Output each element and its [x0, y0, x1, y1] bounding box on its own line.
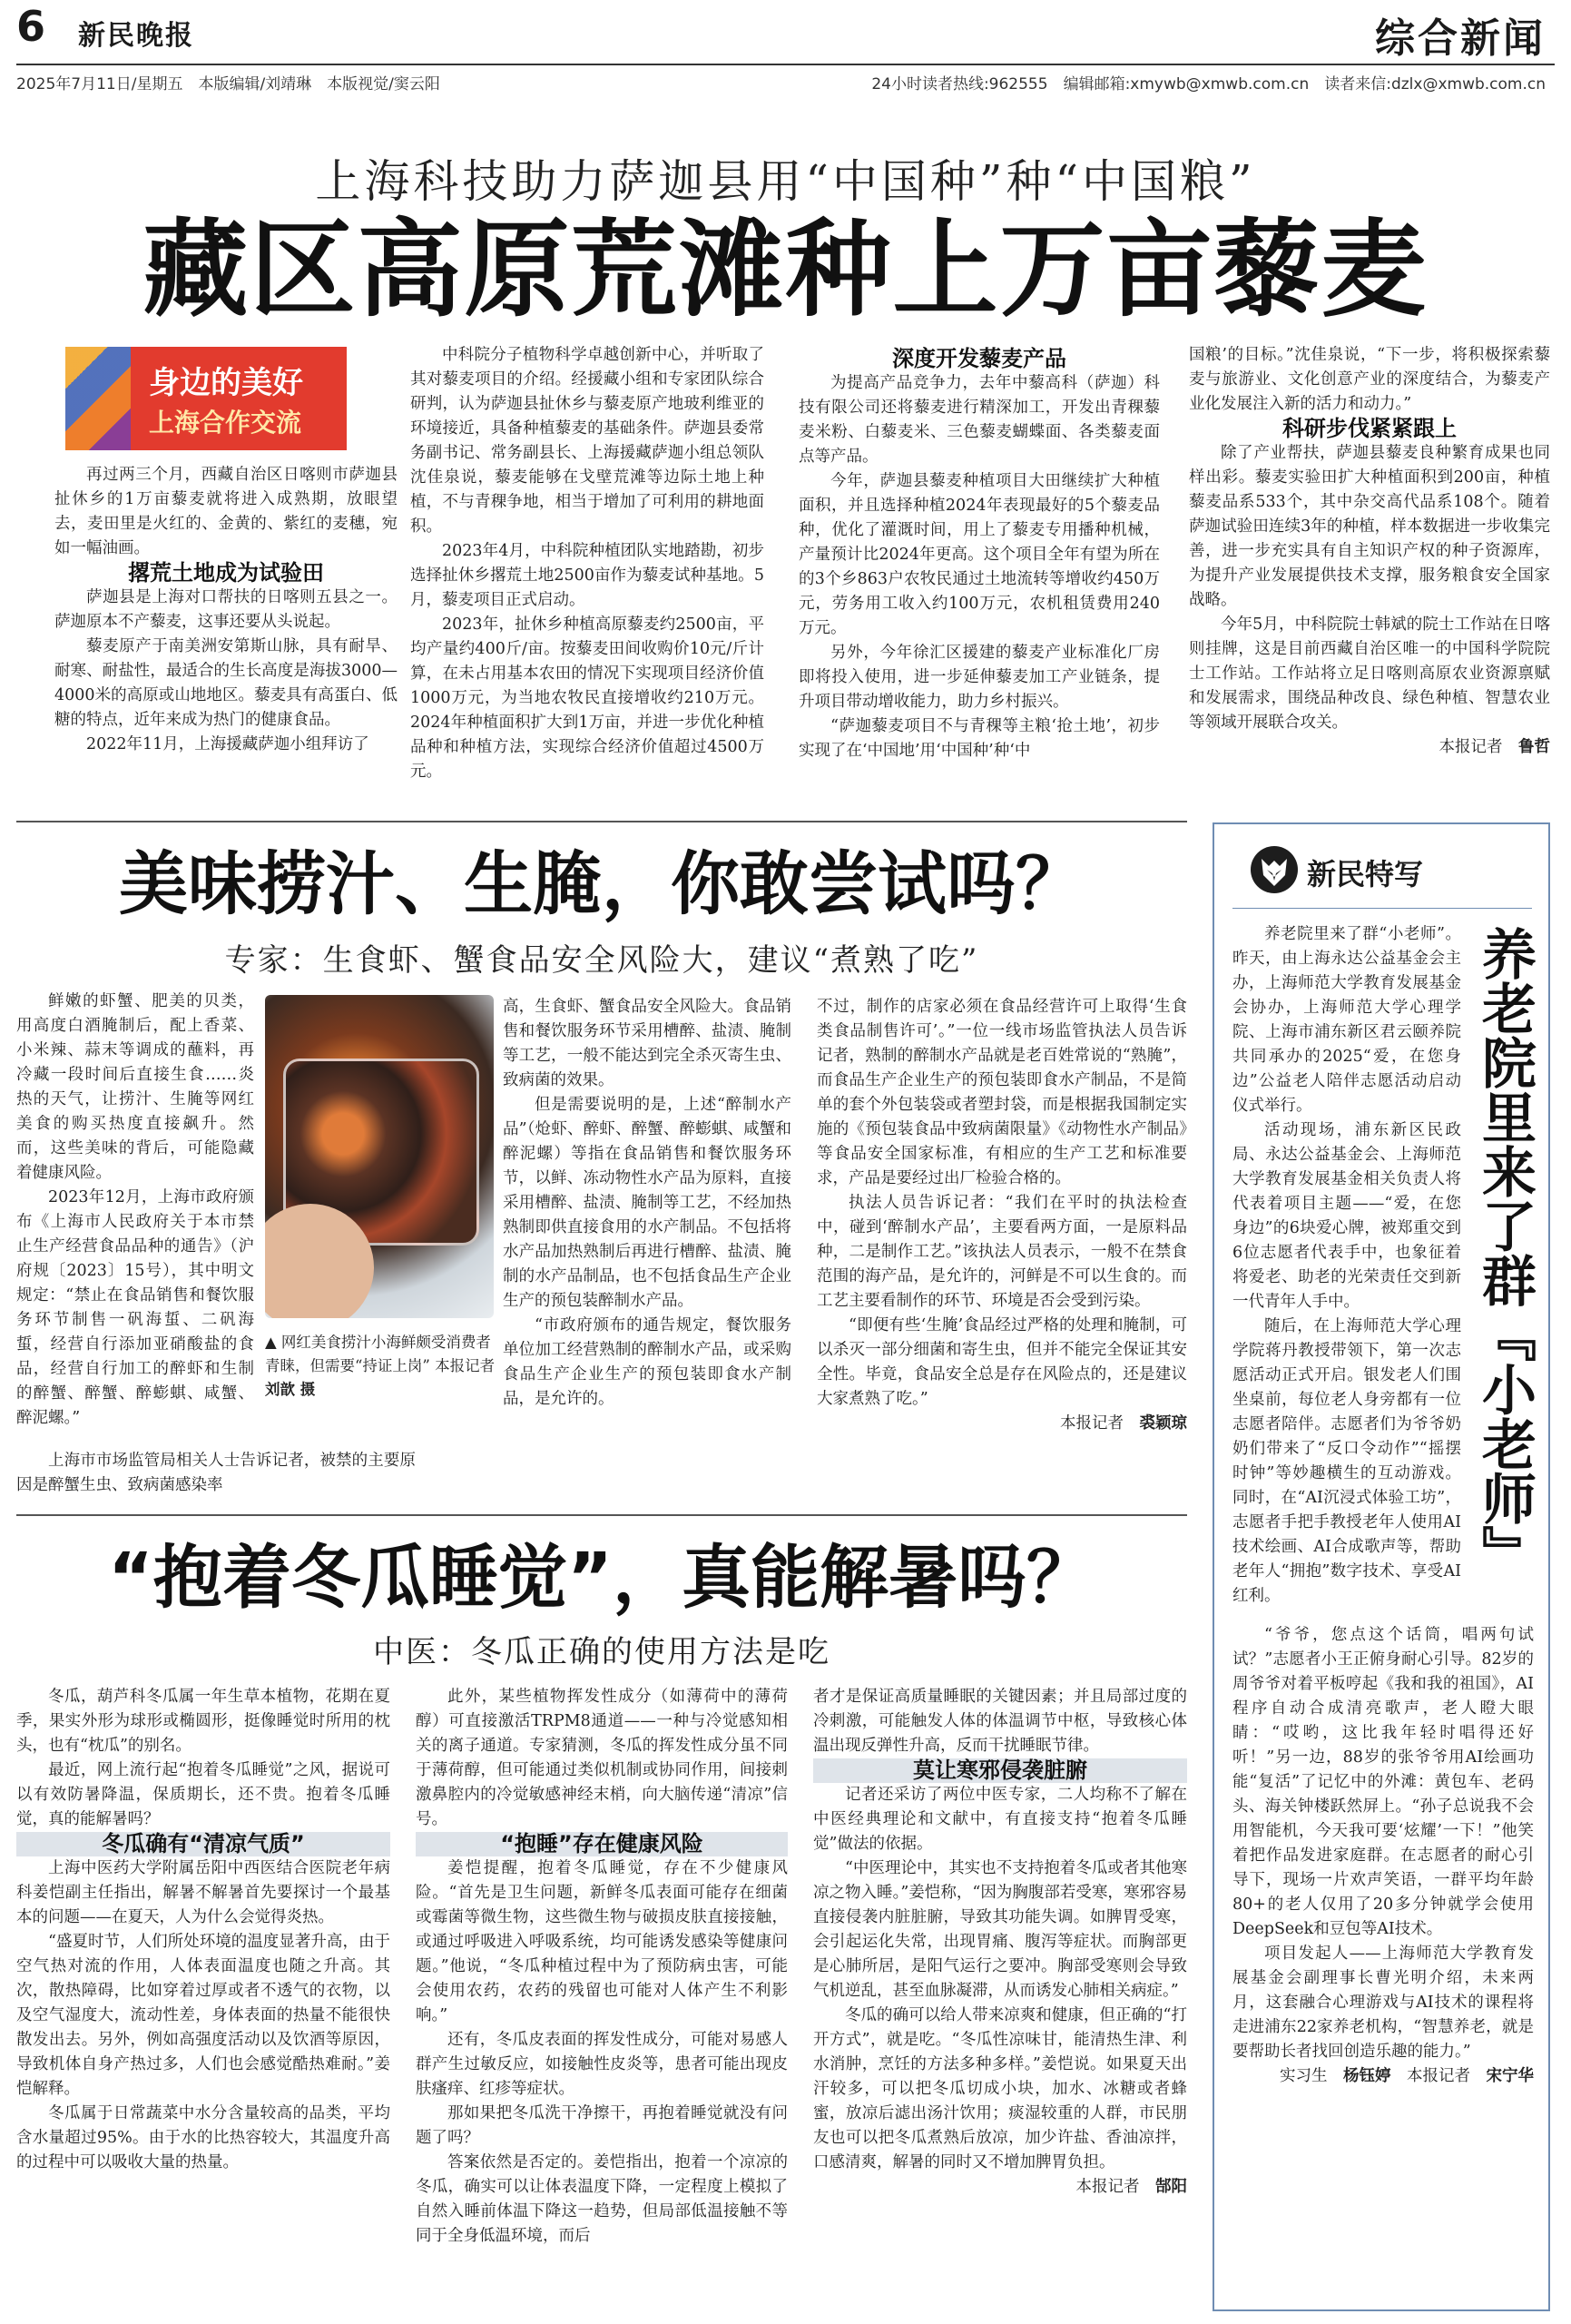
wolf-head-logo-icon — [1251, 846, 1298, 893]
story1-column-4 — [1189, 343, 1550, 808]
story2-byline — [817, 1412, 1187, 1436]
paragraph: “市政府颁布的通告规定，餐饮服务单位加工经营熟制的醉制水产品，或采购食品生产企业生产的预包装即食水产制品，是允许的。 — [503, 1316, 791, 1408]
paragraph: “盛夏时节，人们所处环境的温度显著升高，由于空气热对流的作用，人体表面温度也随之升高。其次，散热障碍，比如穿着过厚或者不透气的衣物，以及空气湿度大，流动性差，身体表面的热量不能很快散发出去。另外，例如高强度活动以及饮酒等原因，导致机体自身产热过多，人们也会感觉酷热难耐。”姜恺解释。 — [16, 1933, 390, 2098]
seafood-photo — [265, 995, 494, 1318]
story3-column-3 — [813, 1685, 1187, 2317]
section-subhead: 深度开发藜麦产品 — [892, 346, 1066, 371]
story2-headline: 美味捞汁、生腌，你敢尝试吗？ — [119, 843, 1085, 924]
paragraph: 记者还采访了两位中医专家，二人均称不了解在中医经典理论和文献中，有直接支持“抱着冬瓜睡觉”做法的依据。 — [813, 1786, 1187, 1853]
story1-kicker: 上海科技助力萨迦县用“中国种”种“中国粮” — [315, 155, 1256, 208]
caption-text: ▲ 网红美食捞汁小海鲜颇受消费者青睐，但需要“持证上岗” — [265, 1334, 491, 1374]
paragraph: 国粮’的目标。”沈佳泉说，“下一步，将积极探索藜麦与旅游业、文化创意产业的深度结合，为藜麦产业化发展注入新的活力和动力。” — [1189, 346, 1550, 413]
byline-name: 郜阳 — [1155, 2178, 1187, 2196]
story4-text-narrow — [1232, 922, 1461, 1612]
paragraph: 者才是保证高质量睡眠的关键因素；并且局部过度的冷刺激，可能触发人体的体温调节中枢，导致核心体温出现反弹性升高，反而干扰睡眠节律。 — [813, 1688, 1187, 1755]
paragraph: 上海中医药大学附属岳阳中西医结合医院老年病科姜恺副主任指出，解暑不解暑首先要探讨一个最基本的问题——在夏天，人为什么会觉得炎热。 — [16, 1859, 390, 1926]
paragraph: 活动现场，浦东新区民政局、永达公益基金会、上海师范大学教育发展基金相关负责人将代表着项目主题——“爱，在您身边”的6块爱心牌，被郑重交到6位志愿者代表手中，也象征着将爱老、助老的光荣责任交到新一代青年人手中。 — [1232, 1121, 1461, 1311]
paragraph: “爷爷，您点这个话筒，唱两句试试？”志愿者小王正俯身耐心引导。82岁的周爷爷对着平板哼起《我和我的祖国》，AI程序自动合成清亮歌声，老人瞪大眼睛：“哎哟，这比我年轻时唱得还好听！”另一边，88岁的张爷爷用AI绘画功能“复活”了记忆中的外滩：黄包车、老码头、海关钟楼跃然屏上。“孙子总说我不会用智能机，今天我可要‘炫耀’一下！”他笑着把作品发进家庭群。在志愿者的耐心引导下，现场一片欢声笑语，一群平均年龄80+的老人仅用了20多分钟就学会使用DeepSeek和豆包等AI技术。 — [1232, 1626, 1534, 1938]
tag-label: 新民特写 — [1307, 857, 1424, 891]
paragraph: 藜麦原产于南美洲安第斯山脉，具有耐旱、耐寒、耐盐性，最适合的生长高度是海拔3000—4000米的高原或山地地区。藜麦具有高蛋白、低糖的特点，近年来成为热门的健康食品。 — [54, 637, 398, 729]
paragraph: 2023年，扯休乡种植高原藜麦约2500亩，平均产量约400斤/亩。按藜麦田间收购价10元/斤计算，在未占用基本农田的情况下实现项目经济价值1000万元，为当地农牧民直接增收约210万元。2024年种植面积扩大到1万亩，并进一步优化种植品种和种植方法，实现综合经济价值超过4500万元。 — [410, 615, 764, 781]
paragraph: 最近，网上流行起“抱着冬瓜睡觉”之风，据说可以有效防暑降温，保质期长，还不贵。抱着冬瓜睡觉，真的能解暑吗？ — [16, 1761, 390, 1828]
byline-prefix: 本报记者 — [1438, 738, 1503, 756]
paragraph: 此外，某些植物挥发性成分（如薄荷中的薄荷醇）可直接激活TRPM8通道——一种与冷觉感知相关的离子通道。专家猜测，冬瓜的挥发性成分虽不同于薄荷醇，但可能通过类似机制或协同作用，间接刺激鼻腔内的冷觉敏感神经末梢，向大脑传递“清凉”信号。 — [416, 1688, 788, 1828]
paragraph: 萨迦县是上海对口帮扶的日喀则五县之一。萨迦原本不产藜麦，这事还要从头说起。 — [54, 588, 398, 631]
paragraph: 养老院里来了群“小老师”。昨天，由上海永达公益基金会主办，上海师范大学教育发展基金会协办，上海师范大学心理学院、上海市浦东新区君云颐养院共同承办的2025“爱，在您身边”公益老人陪伴志愿活动启动仪式举行。 — [1232, 925, 1461, 1115]
paragraph: 2023年12月，上海市政府颁布《上海市人民政府关于本市禁止生产经营食品品种的通告》（沪府规〔2023〕15号），其中明文规定：“禁止在食品销售和餐饮服务环节制售一矾海蜇、二矾海蜇，经营自行添加亚硝酸盐的食品，经营自行加工的醉虾和生制的醉蟹、醉蟹、醉蟛蜞、咸蟹、醉泥螺。” — [16, 1188, 254, 1427]
paragraph: 鲜嫩的虾蟹、肥美的贝类，用高度白酒腌制后，配上香菜、小米辣、蒜末等调成的蘸料，再冷藏一段时间后直接生食……炎热的天气，让捞汁、生腌等网红美食的购买热度直接飙升。然而，这些美味的背后，可能隐藏着健康风险。 — [16, 992, 254, 1182]
story1-badge — [65, 347, 347, 450]
paragraph: 随后，在上海师范大学心理学院蒋丹教授带领下，第一次志愿活动正式开启。银发老人们围坐桌前，每位老人身旁都有一位志愿者陪伴。志愿者们为爷爷奶奶们带来了“反口令动作”“摇摆时钟”等妙趣横生的互动游戏。同时，在“AI沉浸式体验工坊”，志愿者手把手教授老年人使用AI技术绘画、AI合成歌声等，帮助老年人“拥抱”数字技术、享受AI红利。 — [1232, 1317, 1461, 1605]
story2-column-1 — [16, 990, 254, 1484]
section-name: 综合新闻 — [1375, 15, 1546, 62]
story1-column-3 — [799, 343, 1160, 808]
paragraph: 2022年11月，上海援藏萨迦小组拜访了 — [86, 735, 369, 753]
story4-text-wide — [1232, 1623, 1534, 2300]
paragraph: 但是需要说明的是，上述“醉制水产品”（炝虾、醉虾、醉蟹、醉蟛蜞、咸蟹和醉泥螺）等指在食品销售和餐饮服务环节，以鲜、冻动物性水产品为原料，直接采用槽醉、盐渍、腌制等工艺，不经加热熟制即供直接食用的水产制品。不包括将水产品加热熟制后再进行槽醉、盐渍、腌制的水产品制品，也不包括食品生产企业生产的预包装醉制水产品。 — [503, 1096, 791, 1310]
story4-sidebar — [1213, 822, 1550, 2311]
paragraph: 不过，制作的店家必须在食品经营许可上取得‘生食类食品制售许可’。”一位一线市场监管执法人员告诉记者，熟制的醉制水产品就是老百姓常说的“熟腌”，而食品生产企业生产的预包装即食水产制品，不是简单的套个外包装袋或者塑封袋，而是根据我国制定实施的《预包装食品中致病菌限量》《动物性水产制品》等食品安全国家标准，有相应的生产工艺和标准要求，产品是要经过出厂检验合格的。 — [817, 998, 1187, 1187]
paragraph: 为提高产品竞争力，去年中藜高科（萨迦）科技有限公司还将藜麦进行精深加工，开发出青稞藜麦米粉、白藜麦米、三色藜麦蝴蝶面、各类藜麦面点等产品。 — [799, 374, 1160, 466]
paragraph: 中科院分子植物科学卓越创新中心，并听取了其对藜麦项目的介绍。经援藏小组和专家团队综合研判，认为萨迦县扯休乡与藜麦原产地玻利维亚的环境接近，具备种植藜麦的基础条件。萨迦县委常务副书记、常务副县长、上海援藏萨迦小组总领队沈佳泉说，藜麦能够在戈壁荒滩等边际土地上种植，不与青稞争地，相当于增加了可利用的耕地面积。 — [410, 346, 764, 536]
paragraph: 冬瓜，葫芦科冬瓜属一年生草本植物，花期在夏季，果实外形为球形或椭圆形，挺像睡觉时所用的枕头，也有“枕瓜”的别名。 — [16, 1688, 390, 1755]
section-subhead: 冬瓜确有“清凉气质” — [16, 1832, 390, 1856]
story4-headline: 养老院里来了群『小老师』 — [1473, 926, 1537, 1580]
story2-column-1-tail — [16, 1449, 416, 1503]
story2-bottom-rule — [16, 1514, 1187, 1516]
badge-decoration — [65, 347, 131, 450]
byline-name: 鲁哲 — [1518, 738, 1550, 756]
paragraph: 今年5月，中科院院士韩斌的院士工作站在日喀则挂牌，这是目前西藏自治区唯一的中国科学院院士工作站。工作站将立足日喀则高原农业资源禀赋和发展需求，围绕品种改良、绿色种植、智慧农业等领域开展联合攻关。 — [1189, 615, 1550, 732]
sidebar-tag — [1251, 842, 1459, 897]
section-subhead: 莫让寒邪侵袭脏腑 — [813, 1758, 1187, 1783]
photo-caption — [265, 1331, 497, 1402]
story3-headline: “抱着冬瓜睡觉”，真能解暑吗？ — [108, 1537, 1095, 1618]
story2-column-2 — [503, 995, 791, 1503]
header-rule — [16, 64, 1555, 65]
paragraph: 冬瓜属于日常蔬菜中水分含量较高的品类，平均含水量超过95%。由于水的比热容较大，其温度升高的过程中可以吸收大量的热量。 — [16, 2104, 390, 2171]
paragraph: “即便有些‘生腌’食品经过严格的处理和腌制，可以杀灭一部分细菌和寄生虫，但并不能完全保证其安全性。毕竟，食品安全总是存在风险点的，还是建议大家煮熟了吃。” — [817, 1316, 1187, 1408]
story1-byline — [1189, 735, 1550, 760]
byline-prefix: 本报记者 — [1075, 2178, 1140, 2196]
badge-title: 身边的美好 — [149, 365, 303, 401]
story1-column-2 — [410, 343, 764, 808]
paragraph: “中医理论中，其实也不支持抱着冬瓜或者其他寒凉之物入睡。”姜恺称，“因为胸腹部若受寒，寒邪容易直接侵袭内脏脏腑，导致其功能失调。如脾胃受寒，会引起运化失常，出现胃痛、腹泻等症状。而胸部更是心肺所居，是阳气运行之要冲。胸部受寒则会导致气机逆乱，甚至血脉凝滞，从而诱发心肺相关病症。” — [813, 1859, 1187, 2000]
paragraph: 那如果把冬瓜洗干净擦干，再抱着睡觉就没有问题了吗？ — [416, 2104, 788, 2147]
paragraph: 再过两三个月，西藏自治区日喀则市萨迦县扯休乡的1万亩藜麦就将进入成熟期，放眼望去，麦田里是火红的、金黄的、紫红的麦穗，宛如一幅油画。 — [54, 466, 398, 557]
paragraph: 高，生食虾、蟹食品安全风险大。食品销售和餐饮服务环节采用槽醉、盐渍、腌制等工艺，一般不能达到完全杀灭寄生虫、致病菌的效果。 — [503, 998, 791, 1089]
date-line: 2025年7月11日/星期五 本版编辑/刘靖琳 本版视觉/窦云阳 — [16, 75, 440, 94]
story1-column-1 — [54, 463, 398, 808]
story2-subhead: 专家：生食虾、蟹食品安全风险大，建议“煮熟了吃” — [224, 942, 979, 979]
paragraph: 2023年4月，中科院种植团队实地踏勘，初步选择扯休乡撂荒土地2500亩作为藜麦试种基地。5月，藜麦项目正式启动。 — [410, 542, 764, 609]
paragraph: 执法人员告诉记者：“我们在平时的执法检查中，碰到‘醉制水产品’，主要看两方面，一是原料品种，二是制作工艺。”该执法人员表示，一般不在禁食范围的海产品，是允许的，河鲜是不可以生食的。而工艺主要看制作的环节、环境是否会受到污染。 — [817, 1194, 1187, 1310]
sidebar-tag-rule — [1232, 908, 1532, 909]
contact-line: 24小时读者热线:962555 编辑邮箱:xmywb@xmwb.com.cn 读者来信:dzlx@xmwb.com.cn — [871, 75, 1546, 94]
paragraph: 还有，冬瓜皮表面的挥发性成分，可能对易感人群产生过敏反应，如接触性皮炎等，患者可能出现皮肤瘙痒、红疹等症状。 — [416, 2031, 788, 2098]
caption-credit-prefix: 本报记者 — [435, 1357, 496, 1374]
byline-name: 裘颖琼 — [1139, 1414, 1187, 1433]
paragraph: 姜恺提醒，抱着冬瓜睡觉，存在不少健康风险。“首先是卫生问题，新鲜冬瓜表面可能存在细菌或霉菌等微生物，这些微生物与破损皮肤直接接触，或通过呼吸进入呼吸系统，均可能诱发感染等健康问题。”他说，“冬瓜种植过程中为了预防病虫害，可能会使用农药，农药的残留也可能对人体产生不利影响。” — [416, 1859, 788, 2024]
byline-prefix: 本报记者 — [1060, 1414, 1124, 1433]
paragraph: 除了产业帮扶，萨迦县藜麦良种繁育成果也同样出彩。藜麦实验田扩大种植面积到200亩，种植藜麦品系533个，其中杂交高代品系108个。随着萨迦试验田连续3年的种植，样本数据进一步收集完善，进一步充实具有自主知识产权的种子资源库，为提升产业发展提供技术支撑，服务粮食安全国家战略。 — [1189, 444, 1550, 609]
byline-prefix: 本报记者 — [1407, 2067, 1470, 2085]
story1-headline: 藏区高原荒滩种上万亩藜麦 — [142, 209, 1429, 331]
section-subhead: 撂荒土地成为试验田 — [128, 560, 324, 586]
paragraph: 答案依然是否定的。姜恺指出，抱着一个凉凉的冬瓜，确实可以让体表温度下降，一定程度上模拟了自然入睡前体温下降这一趋势，但局部低温接触不等同于全身低温环境，而后 — [416, 2153, 788, 2245]
paragraph: 另外，今年徐汇区援建的藜麦产业标准化厂房即将投入使用，进一步延伸藜麦加工产业链条，提升项目带动增收能力，助力乡村振兴。 — [799, 644, 1160, 711]
paragraph: 冬瓜的确可以给人带来凉爽和健康，但正确的“打开方式”，就是吃。“冬瓜性凉味甘，能清热生津、利水消肿，烹饪的方法多种多样。”姜恺说。如果夏天出汗较多，可以把冬瓜切成小块，加水、冰糖或者蜂蜜，放凉后滤出汤汁饮用；痰湿较重的人群，市民朋友也可以把冬瓜煮熟后放凉，加少许盐、香油凉拌，口感清爽，解暑的同时又不增加脾胃负担。 — [813, 2006, 1187, 2171]
section-subhead: “抱睡”存在健康风险 — [416, 1832, 788, 1856]
page-number: 6 — [16, 2, 46, 51]
byline-prefix: 实习生 — [1280, 2067, 1328, 2085]
section-subhead: 科研步伐紧紧跟上 — [1282, 416, 1457, 441]
masthead — [0, 0, 1571, 100]
story1-bottom-rule — [16, 821, 1187, 822]
story3-column-1 — [16, 1685, 390, 2317]
caption-credit-name: 刘歆 摄 — [265, 1381, 316, 1398]
story4-byline — [1232, 2064, 1534, 2089]
byline-name: 杨钰婷 — [1343, 2067, 1391, 2085]
paragraph: 项目发起人——上海师范大学教育发展基金会副理事长曹光明介绍，未来两月，这套融合心理游戏与AI技术的课程将走进浦东22家养老机构，“智慧养老，就是要帮助长者找回创造乐趣的能力。” — [1232, 1945, 1534, 2061]
paper-name: 新民晚报 — [78, 20, 194, 52]
paragraph: 上海市市场监管局相关人士告诉记者，被禁的主要原因是醉蟹生虫、致病菌感染率 — [16, 1452, 416, 1494]
story3-byline — [813, 2175, 1187, 2200]
story2-column-3 — [817, 995, 1187, 1503]
byline-name: 宋宁华 — [1486, 2067, 1534, 2085]
paragraph: 今年，萨迦县藜麦种植项目大田继续扩大种植面积，并且选择种植2024年表现最好的5个藜麦品种，优化了灌溉时间，用上了藜麦专用播种机械，产量预计比2024年更高。这个项目全年有望为所在的3个乡863户农牧民通过土地流转等增收约450万元，劳务用工收入约100万元，农机租赁费用240万元。 — [799, 472, 1160, 637]
story3-column-2 — [416, 1685, 788, 2317]
paragraph: “萨迦藜麦项目不与青稞等主粮‘抢土地’，初步实现了在‘中国地’用‘中国种’种‘中 — [799, 717, 1160, 760]
story3-subhead: 中医：冬瓜正确的使用方法是吃 — [373, 1634, 830, 1670]
badge-subtitle: 上海合作交流 — [149, 408, 302, 438]
